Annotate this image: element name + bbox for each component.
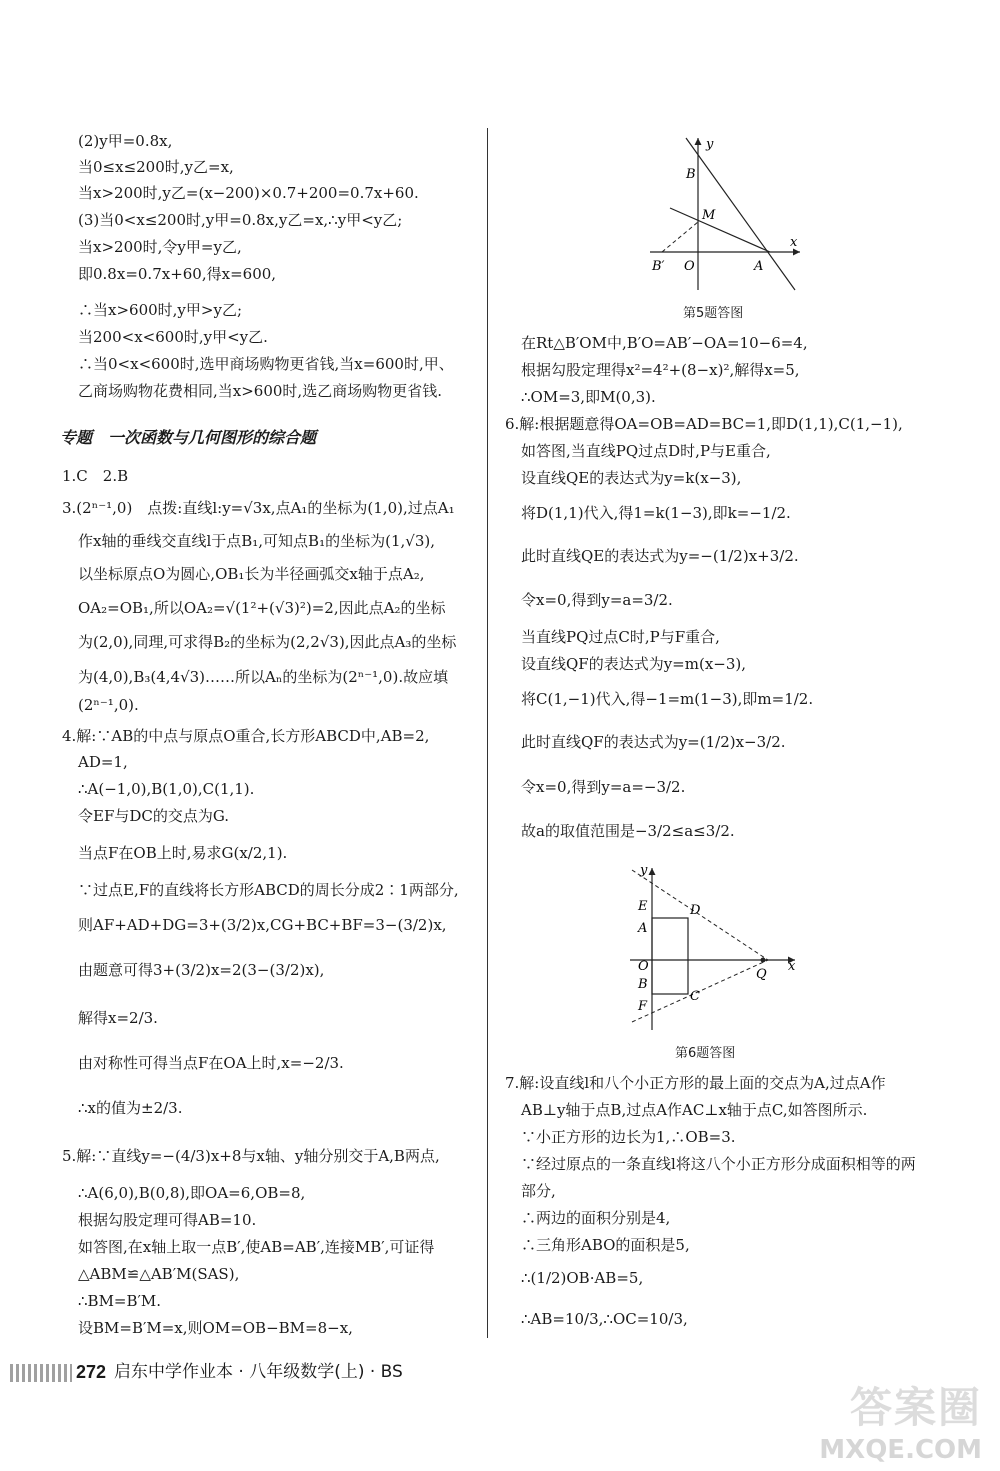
text-line: 7.解:设直线l和八个小正方形的最上面的交点为A,过点A作 xyxy=(505,1074,886,1092)
text-line: ∴(1/2)OB·AB=5, xyxy=(521,1269,644,1287)
text-line: ∴当x>600时,y甲>y乙; xyxy=(78,301,242,319)
label-y: y xyxy=(706,137,714,152)
label-y: y xyxy=(640,863,648,878)
label-o: O xyxy=(638,959,649,974)
text-line: ∴三角形ABO的面积是5, xyxy=(521,1236,690,1254)
text-line: 6.解:根据题意得OA=OB=AD=BC=1,即D(1,1),C(1,−1), xyxy=(505,415,903,433)
text-line: 令x=0,得到y=a=−3/2. xyxy=(521,778,686,796)
label-o: O xyxy=(684,259,695,274)
text-line: ∴x的值为±2/3. xyxy=(78,1099,183,1117)
text-line: 设BM=B′M=x,则OM=OB−BM=8−x, xyxy=(78,1319,353,1337)
text-line: 令x=0,得到y=a=3/2. xyxy=(521,591,673,609)
text-line: OA₂=OB₁,所以OA₂=√(1²+(√3)²)=2,因此点A₂的坐标 xyxy=(78,599,446,617)
text-line: ∴两边的面积分别是4, xyxy=(521,1209,671,1227)
text-line: 由对称性可得当点F在OA上时,x=−2/3. xyxy=(78,1054,344,1072)
text-line: 如答图,在x轴上取一点B′,使AB=AB′,连接MB′,可证得 xyxy=(78,1238,435,1256)
text-line: 则AF+AD+DG=3+(3/2)x,CG+BC+BF=3−(3/2)x, xyxy=(78,916,447,934)
book-title: 启东中学作业本 · 八年级数学(上) · BS xyxy=(114,1362,403,1382)
text-line: ∴当0<x<600时,选甲商场购物更省钱,当x=600时,甲、 xyxy=(78,355,454,373)
text-line: 部分, xyxy=(521,1182,556,1200)
figure-6-caption: 第6题答图 xyxy=(675,1046,736,1061)
text-line: ∵过点E,F的直线将长方形ABCD的周长分成2∶1两部分, xyxy=(78,881,459,899)
point-q xyxy=(761,958,766,963)
column-divider xyxy=(487,128,488,1338)
label-a: A xyxy=(638,921,648,936)
label-e: E xyxy=(638,899,648,914)
text-line: ∴OM=3,即M(0,3). xyxy=(521,388,656,406)
text-line: 此时直线QE的表达式为y=−(1/2)x+3/2. xyxy=(521,547,799,565)
label-d: D xyxy=(690,903,701,918)
text-line: ∴AB=10/3,∴OC=10/3, xyxy=(521,1310,688,1328)
text-line: 令EF与DC的交点为G. xyxy=(78,807,230,825)
figure-5 xyxy=(640,130,820,300)
text-line: ∴BM=B′M. xyxy=(78,1292,162,1310)
text-line: 当0≤x≤200时,y乙=x, xyxy=(78,158,234,176)
text-line: ∵经过原点的一条直线l将这八个小正方形分成面积相等的两 xyxy=(521,1155,916,1173)
text-line: 当x>200时,y乙=(x−200)×0.7+200=0.7x+60. xyxy=(78,184,419,202)
text-line: (3)当0<x≤200时,y甲=0.8x,y乙=x,∴y甲<y乙; xyxy=(78,211,403,229)
label-x: x xyxy=(788,959,796,974)
text-line: 当直线PQ过点C时,P与F重合, xyxy=(521,628,720,646)
text-line: ∴A(−1,0),B(1,0),C(1,1). xyxy=(78,780,255,798)
text-line: 当x>200时,令y甲=y乙, xyxy=(78,238,242,256)
text-line: 此时直线QF的表达式为y=(1/2)x−3/2. xyxy=(521,733,786,751)
text-line: 设直线QF的表达式为y=m(x−3), xyxy=(521,655,747,673)
label-x: x xyxy=(790,235,798,250)
text-line: 将C(1,−1)代入,得−1=m(1−3),即m=1/2. xyxy=(521,690,814,708)
text-line: 为(4,0),B₃(4,4√3)……所以Aₙ的坐标为(2ⁿ⁻¹,0).故应填 xyxy=(78,668,449,686)
text-line: 以坐标原点O为圆心,OB₁长为半径画弧交x轴于点A₂, xyxy=(78,565,425,583)
text-line: 故a的取值范围是−3/2≤a≤3/2. xyxy=(521,822,735,840)
text-line: 将D(1,1)代入,得1=k(1−3),即k=−1/2. xyxy=(521,504,791,522)
label-b: B xyxy=(638,977,648,992)
text-line: AD=1, xyxy=(78,753,128,771)
text-line: (2ⁿ⁻¹,0). xyxy=(78,696,139,714)
text-line: ∵小正方形的边长为1,∴OB=3. xyxy=(521,1128,736,1146)
text-line: △ABM≌△AB′M(SAS), xyxy=(78,1265,240,1283)
text-line: 由题意可得3+(3/2)x=2(3−(3/2)x), xyxy=(78,961,325,979)
text-line: 根据勾股定理得x²=4²+(8−x)²,解得x=5, xyxy=(521,361,800,379)
section-heading: 专题 一次函数与几何图形的综合题 xyxy=(60,428,317,447)
text-line: 即0.8x=0.7x+60,得x=600, xyxy=(78,265,277,283)
label-f: F xyxy=(638,999,648,1014)
text-line: 为(2,0),同理,可求得B₂的坐标为(2,2√3),因此点A₃的坐标 xyxy=(78,633,457,651)
text-line: 设直线QE的表达式为y=k(x−3), xyxy=(521,469,742,487)
label-b: B xyxy=(686,167,696,182)
text-line: ∴A(6,0),B(0,8),即OA=6,OB=8, xyxy=(78,1184,306,1202)
text-line: 4.解:∵AB的中点与原点O重合,长方形ABCD中,AB=2, xyxy=(62,727,430,745)
text-line: 1.C 2.B xyxy=(62,467,129,485)
text-line: 解得x=2/3. xyxy=(78,1009,158,1027)
text-line: 作x轴的垂线交直线l于点B₁,可知点B₁的坐标为(1,√3), xyxy=(78,532,435,550)
watermark-url: MXQE.COM xyxy=(819,1435,982,1465)
label-q: Q xyxy=(756,967,767,982)
text-line: 3.(2ⁿ⁻¹,0) 点拨:直线l:y=√3x,点A₁的坐标为(1,0),过点A₁ xyxy=(62,499,455,517)
text-line: 根据勾股定理可得AB=10. xyxy=(78,1211,257,1229)
text-line: 当200<x<600时,y甲<y乙. xyxy=(78,328,268,346)
watermark xyxy=(802,1375,982,1465)
text-line: 如答图,当直线PQ过点D时,P与E重合, xyxy=(521,442,771,460)
rectangle-abcd xyxy=(652,918,688,994)
text-line: 乙商场购物花费相同,当x>600时,选乙商场购物更省钱. xyxy=(78,382,442,400)
text-line: 在Rt△B′OM中,B′O=AB′−OA=10−6=4, xyxy=(521,334,808,352)
text-line: 当点F在OB上时,易求G(x/2,1). xyxy=(78,844,288,862)
page-number: 272 xyxy=(76,1362,107,1382)
figure-6 xyxy=(620,862,810,1034)
label-bprime: B′ xyxy=(652,259,665,274)
text-line: AB⊥y轴于点B,过点A作AC⊥x轴于点C,如答图所示. xyxy=(521,1101,868,1119)
line-am xyxy=(670,208,770,252)
label-a: A xyxy=(754,259,764,274)
text-line: (2)y甲=0.8x, xyxy=(78,132,173,150)
figure-5-caption: 第5题答图 xyxy=(683,306,744,321)
line-bpm xyxy=(662,222,698,252)
label-c: C xyxy=(690,989,700,1004)
footer-ornament xyxy=(10,1364,72,1382)
watermark-text: 答案圈 xyxy=(849,1383,982,1432)
text-line: 5.解:∵直线y=−(4/3)x+8与x轴、y轴分别交于A,B两点, xyxy=(62,1147,440,1165)
label-m: M xyxy=(702,208,716,223)
